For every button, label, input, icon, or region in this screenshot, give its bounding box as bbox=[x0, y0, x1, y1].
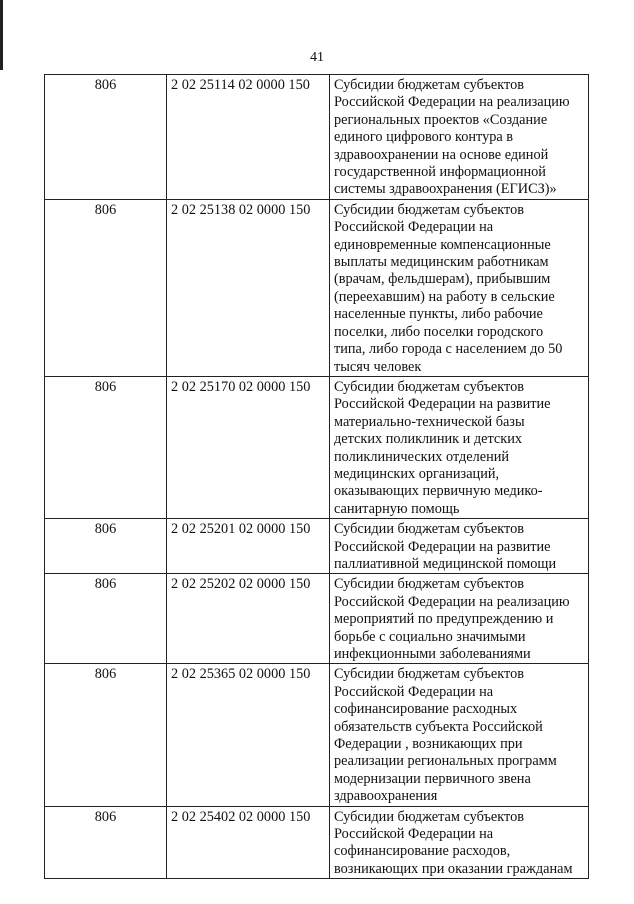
description-line: инфекционными заболеваниями bbox=[334, 646, 531, 662]
description-line: Субсидии бюджетам субъектов bbox=[334, 378, 524, 395]
description-line: Субсидии бюджетам субъектов bbox=[334, 201, 524, 218]
description-line: возникающих при оказании гражданам bbox=[334, 860, 573, 877]
description-line: софинансирование расходных bbox=[334, 701, 518, 718]
description-line: здравоохранения bbox=[334, 788, 438, 805]
description-line: Субсидии бюджетам субъектов bbox=[334, 576, 524, 593]
description-line: государственной информационной bbox=[334, 164, 546, 181]
admin-code-cell: 806 bbox=[45, 664, 167, 806]
description-line: паллиативной медицинской помощи bbox=[334, 555, 557, 572]
admin-code-cell: 806 bbox=[45, 806, 167, 879]
description-line: выплаты медицинским работникам bbox=[334, 254, 549, 271]
description-line: обязательств субъекта Российской bbox=[334, 718, 543, 735]
description-cell bbox=[330, 75, 589, 200]
description-line: санитарную помощь bbox=[334, 500, 460, 517]
description-line: Российской Федерации на реализацию bbox=[334, 94, 570, 111]
description-cell bbox=[330, 199, 589, 376]
description-cell bbox=[330, 574, 589, 664]
description-line: материально-технической базы bbox=[334, 413, 525, 430]
description-line: населенные пункты, либо рабочие bbox=[334, 306, 543, 323]
table-row bbox=[45, 574, 589, 664]
budget-code-cell: 2 02 25114 02 0000 150 bbox=[167, 75, 330, 200]
description-line: Федерации , возникающих при bbox=[334, 736, 523, 753]
admin-code-cell: 806 bbox=[45, 376, 167, 518]
description-line: Российской Федерации на реализацию bbox=[334, 593, 570, 610]
description-line: софинансирование расходов, bbox=[334, 843, 511, 860]
budget-classification-table bbox=[44, 74, 589, 879]
description-line: Российской Федерации на bbox=[334, 683, 494, 700]
table-row bbox=[45, 519, 589, 574]
page-number: 41 bbox=[310, 50, 324, 65]
description-line: здравоохранении на основе единой bbox=[334, 146, 549, 163]
admin-code-cell: 806 bbox=[45, 75, 167, 200]
description-line: Российской Федерации на развитие bbox=[334, 396, 551, 413]
description-cell bbox=[330, 519, 589, 574]
description-line: Российской Федерации на bbox=[334, 826, 494, 843]
description-line: системы здравоохранения (ЕГИСЗ)» bbox=[334, 181, 557, 198]
description-line: типа, либо города с населением до 50 bbox=[334, 341, 563, 358]
admin-code-cell: 806 bbox=[45, 199, 167, 376]
description-line: медицинских организаций, bbox=[334, 465, 500, 482]
description-line: мероприятий по предупреждению и bbox=[334, 611, 554, 628]
budget-code-cell: 2 02 25170 02 0000 150 bbox=[167, 376, 330, 518]
description-line: Субсидии бюджетам субъектов bbox=[334, 77, 524, 93]
description-line: модернизации первичного звена bbox=[334, 770, 531, 787]
table-row bbox=[45, 75, 589, 200]
description-cell bbox=[330, 664, 589, 806]
description-line: Субсидии бюджетам субъектов bbox=[334, 808, 524, 825]
budget-code-cell: 2 02 25138 02 0000 150 bbox=[167, 199, 330, 376]
description-line: поликлинических отделений bbox=[334, 448, 510, 465]
description-line: детских поликлиник и детских bbox=[334, 431, 523, 448]
description-line: поселки, либо поселки городского bbox=[334, 323, 544, 340]
description-line: Субсидии бюджетам субъектов bbox=[334, 521, 524, 538]
description-cell bbox=[330, 376, 589, 518]
budget-code-cell: 2 02 25402 02 0000 150 bbox=[167, 806, 330, 879]
table-row bbox=[45, 806, 589, 879]
table-row bbox=[45, 376, 589, 518]
description-line: Субсидии бюджетам субъектов bbox=[334, 666, 524, 683]
description-line: оказывающих первичную медико- bbox=[334, 483, 543, 500]
description-line: тысяч человек bbox=[334, 358, 422, 375]
description-line: Российской Федерации на развитие bbox=[334, 538, 551, 555]
admin-code-cell: 806 bbox=[45, 574, 167, 664]
description-line: региональных проектов «Создание bbox=[334, 111, 548, 128]
admin-code-cell: 806 bbox=[45, 519, 167, 574]
budget-code-cell: 2 02 25365 02 0000 150 bbox=[167, 664, 330, 806]
description-line: реализации региональных программ bbox=[334, 753, 557, 770]
description-line: борьбе с социально значимыми bbox=[334, 628, 526, 645]
description-line: единовременные компенсационные bbox=[334, 236, 551, 253]
description-line: (врачам, фельдшерам), прибывшим bbox=[334, 271, 551, 288]
budget-code-cell: 2 02 25202 02 0000 150 bbox=[167, 574, 330, 664]
budget-code-cell: 2 02 25201 02 0000 150 bbox=[167, 519, 330, 574]
description-line: (переехавшим) на работу в сельские bbox=[334, 288, 555, 305]
table-row bbox=[45, 664, 589, 806]
table-body bbox=[45, 75, 589, 879]
description-cell bbox=[330, 806, 589, 879]
table-row bbox=[45, 199, 589, 376]
description-line: Российской Федерации на bbox=[334, 219, 494, 236]
description-line: единого цифрового контура в bbox=[334, 129, 514, 146]
